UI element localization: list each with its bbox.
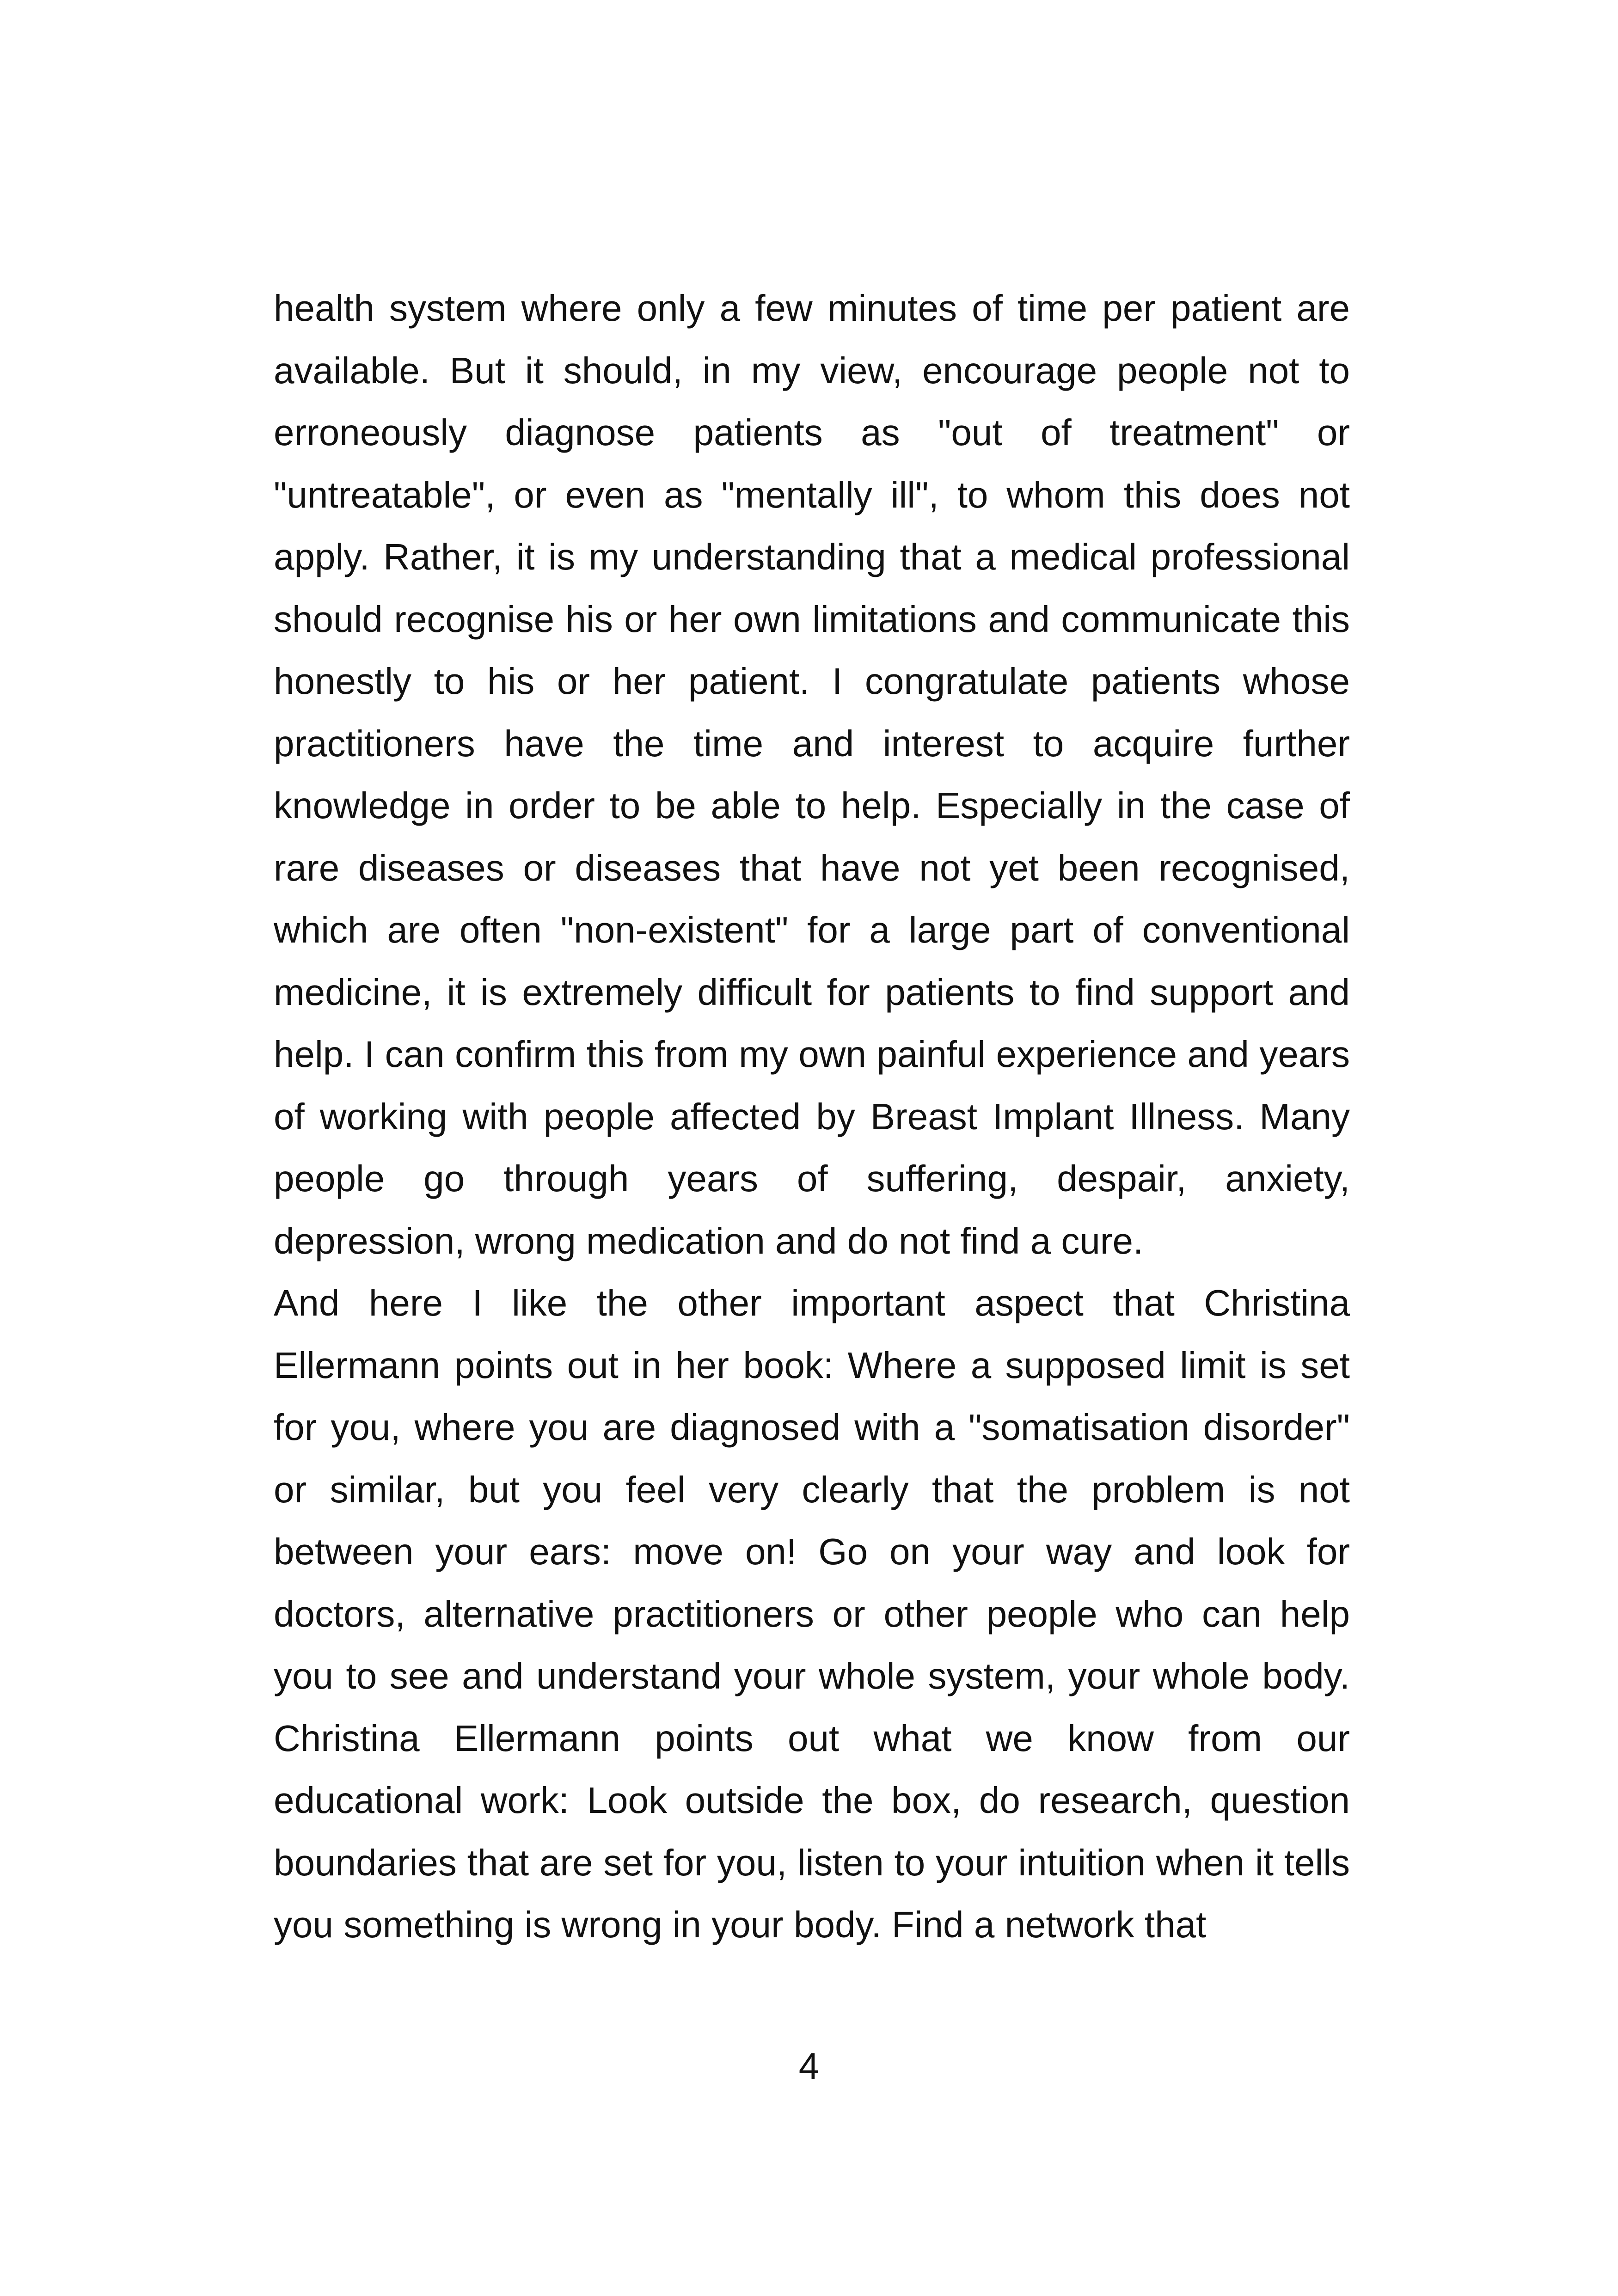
paragraph-2: And here I like the other important aspect that Christina Ellermann points out in her book: Where a supposed limit is set for you, where you are diagnosed with a "somatisation disorder" or similar, but you feel very clearly that the problem is not between your ears: move on! Go on your way and look for doctors, alternative practitioners or other people who can help you to see and understand your whole system, your whole body. Christina Ellermann points out what we know from our educational work: Look outside the box, do research, question boundaries that are set for you, listen to your intuition when it tells you something is wrong in your body. Find a network that xyxy=(274,1282,1350,1945)
paragraph-1: health system where only a few minutes of time per patient are available. But it should, in my view, encourage people not to erroneously diagnose patients as "out of treatment" or "untreatable", or even as "mentally ill", to whom this does not apply. Rather, it is my understanding that a medical professional should recognise his or her own limitations and communicate this honestly to his or her patient. I congratulate patients whose practitioners have the time and interest to acquire further knowledge in order to be able to help. Especially in the case of rare diseases or diseases that have not yet been recognised, which are often "non-existent" for a large part of conventional medicine, it is extremely difficult for patients to find support and help. I can confirm this from my own painful experience and years of working with people affected by Breast Implant Illness. Many people go through years of suffering, despair, anxiety, depression, wrong medication and do not find a cure. xyxy=(274,288,1350,1261)
page-number: 4 xyxy=(798,2045,820,2087)
body-text xyxy=(274,277,1350,1956)
